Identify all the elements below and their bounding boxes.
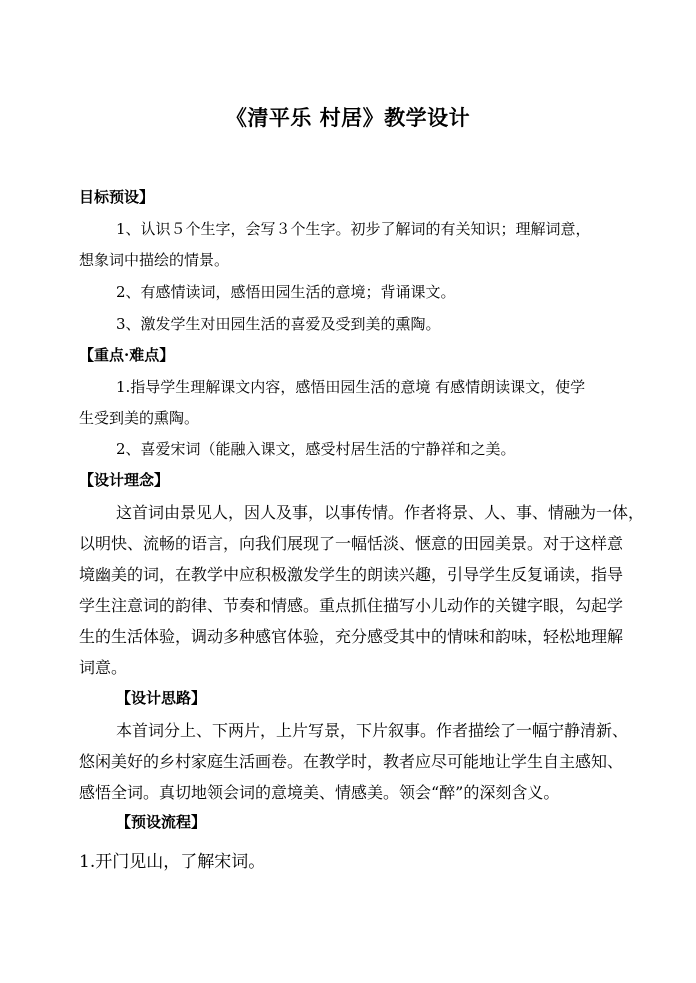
concept-line-5: 生的生活体验，调动多种感官体验，充分感受其中的情味和韵味，轻松地理解 <box>79 627 624 646</box>
section-heading-goals: 目标预设】 <box>79 188 155 206</box>
goals-item-2: 2、有感情读词，感悟田园生活的意境；背诵课文。 <box>116 283 456 301</box>
section-heading-process: 【预设流程】 <box>116 813 207 831</box>
key-points-item-2: 2、喜爱宋词（能融入课文，感受村居生活的宁静祥和之美。 <box>116 440 516 458</box>
goals-item-3: 3、激发学生对田园生活的喜爱及受到美的熏陶。 <box>116 315 441 333</box>
goals-item-1: 1、认识５个生字，会写３个生字。初步了解词的有关知识；理解词意， <box>116 220 591 238</box>
section-heading-approach: 【设计思路】 <box>116 689 207 707</box>
process-line-1: 1.开门见山，了解宋词。 <box>79 852 266 872</box>
section-heading-concept: 【设计理念】 <box>79 471 170 489</box>
approach-line-1: 本首词分上、下两片，上片写景，下片叙事。作者描绘了一幅宁静清新、 <box>116 721 629 740</box>
concept-line-3: 境幽美的词，在教学中应积极激发学生的朗读兴趣，引导学生反复诵读，指导 <box>79 565 624 584</box>
document-title: 《清平乐 村居》教学设计 <box>225 105 471 130</box>
goals-item-1-cont: 想象词中描绘的情景。 <box>79 251 230 269</box>
approach-line-2: 悠闲美好的乡村家庭生活画卷。在教学时，教者应尽可能地让学生自主感知、 <box>79 752 624 771</box>
concept-line-6: 词意。 <box>79 658 128 677</box>
section-heading-key-points: 【重点·难点】 <box>79 346 175 364</box>
key-points-item-1-cont: 生受到美的熏陶。 <box>79 409 200 427</box>
concept-line-4: 学生注意词的韵律、节奏和情感。重点抓住描写小儿动作的关键字眼，勾起学 <box>79 596 624 615</box>
key-points-item-1: 1.指导学生理解课文内容，感悟田园生活的意境 有感情朗读课文，使学 <box>116 378 586 396</box>
concept-line-2: 以明快、流畅的语言，向我们展现了一幅恬淡、惬意的田园美景。对于这样意 <box>79 534 624 553</box>
approach-line-3: 感悟全词。真切地领会词的意境美、情感美。领会“醉”的深刻含义。 <box>79 783 560 802</box>
concept-line-1: 这首词由景见人，因人及事，以事传情。作者将景、人、事、情融为一体， <box>116 503 645 522</box>
